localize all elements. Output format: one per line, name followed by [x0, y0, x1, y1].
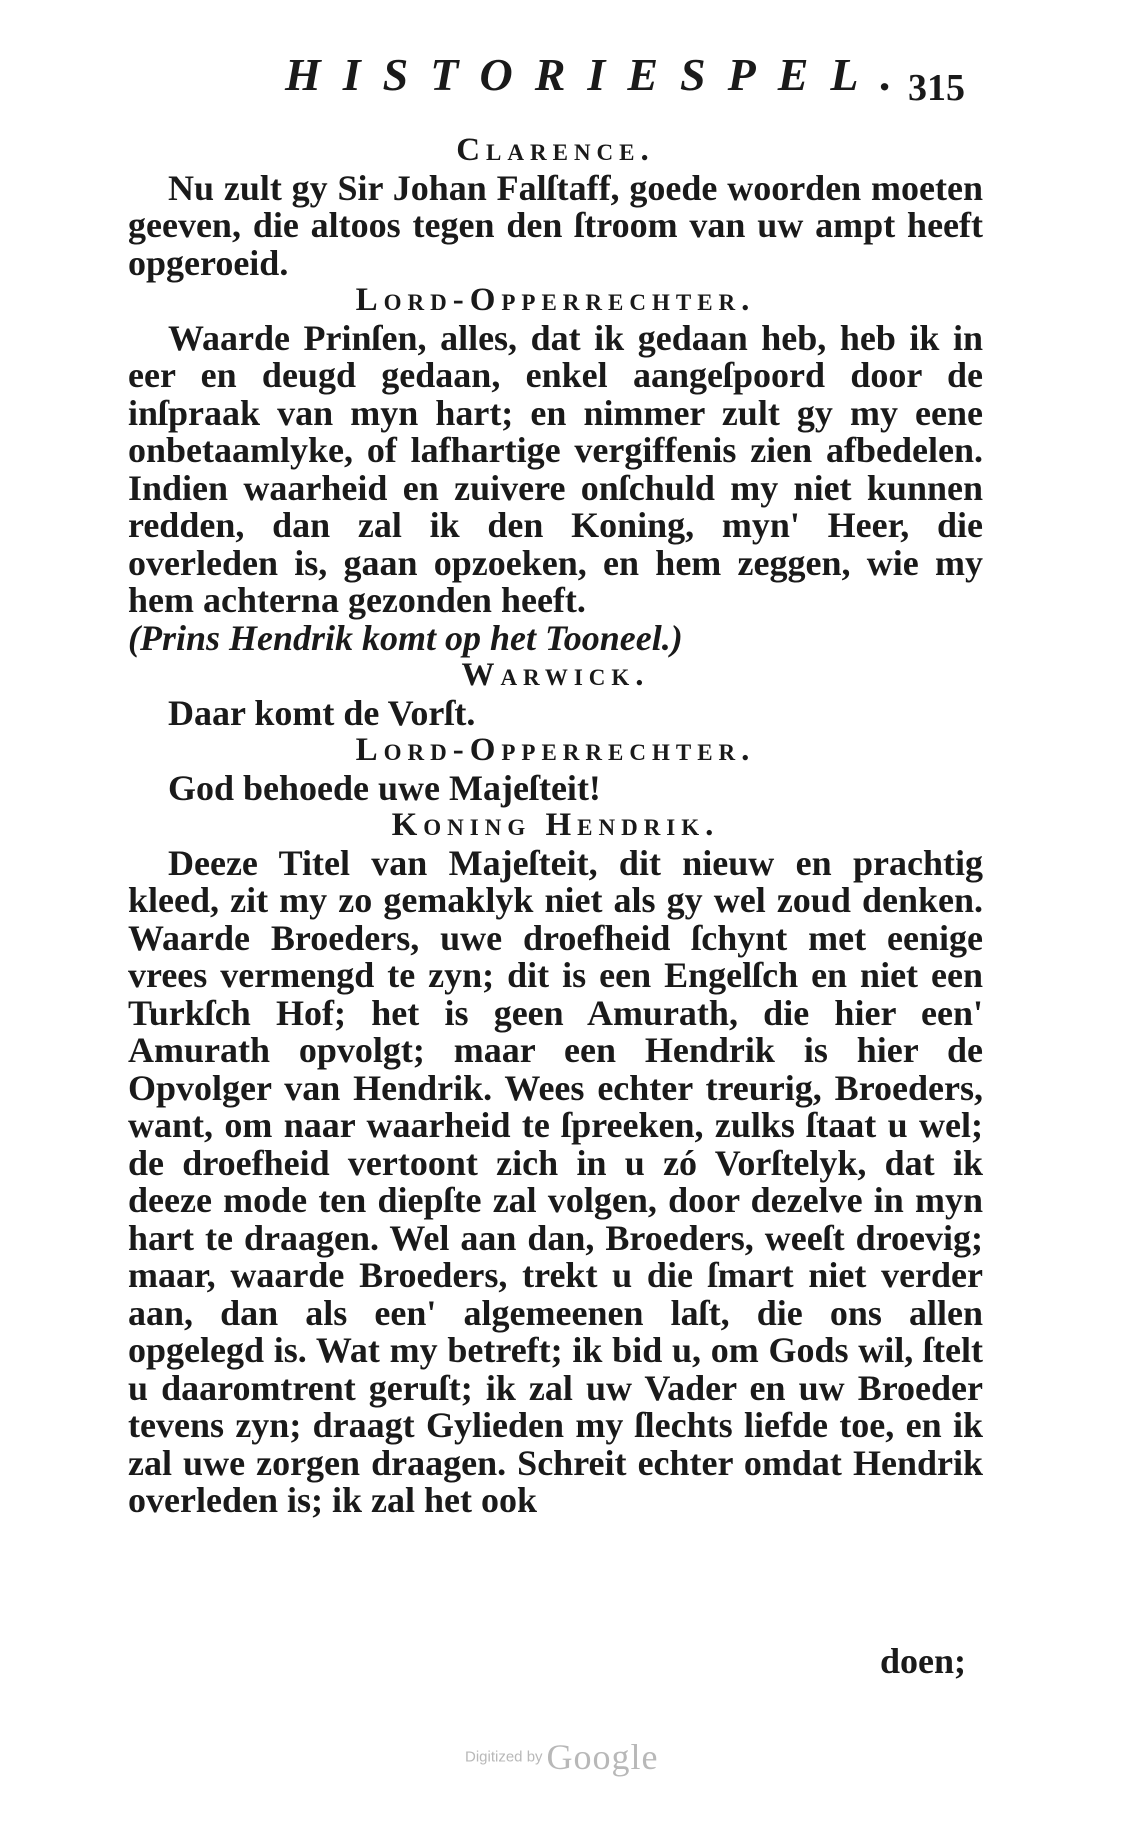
speech-warwick: Daar komt de Vorſt. [168, 692, 476, 733]
google-logo: Google [546, 1737, 659, 1777]
speaker-clarence: Clarence. [456, 132, 655, 168]
speech-lord-opperrechter: Waarde Prinſen, alles, dat ik gedaan heb, heb ik in eer en deugd gedaan, enkel aangeſpoord door de inſpraak van myn hart; en nimmer zult gy my eene onbetaamlyke, of lafhartige vergiffenis zien afbedelen. Indien waarheid en zuivere onſchuld my niet kunnen redden, dan zal ik den Koning, myn' Heer, die overleden is, gaan opzoeken, en hem zeggen, wie my hem achterna gezonden heeft. [128, 317, 983, 620]
speech-clarence: Nu zult gy Sir Johan Falſtaff, goede woorden moeten geeven, die altoos tegen den ſtroom van uw ampt heeft opgeroeid. [128, 167, 983, 283]
speaker-warwick: Warwick. [461, 657, 650, 693]
digitized-watermark [465, 1736, 659, 1778]
digitized-label: Digitized by [465, 1748, 543, 1766]
speaker-lord-opperrechter: Lord-Opperrechter. [355, 282, 756, 318]
page-number: 315 [908, 67, 965, 109]
running-title: HISTORIESPEL. [285, 49, 914, 100]
speaker-koning-hendrik: Koning Hendrik. [391, 807, 720, 843]
catchword: doen; [880, 1641, 967, 1681]
stage-direction: (Prins Hendrik komt op het Tooneel.) [128, 617, 683, 658]
speech-lord-opperrechter-2: God behoede uwe Majeſteit! [168, 767, 601, 808]
play-text [128, 132, 983, 1520]
speaker-lord-opperrechter-2: Lord-Opperrechter. [355, 732, 756, 768]
speech-koning-hendrik: Deeze Titel van Majeſteit, dit nieuw en prachtig kleed, zit my zo gemaklyk niet als gy wel zoud denken. Waarde Broeders, uwe droefheid ſchynt met eenige vrees vermengd te zyn; dit is een Engelſch en niet een Turkſch Hof; het is geen Amurath, die hier een' Amurath opvolgt; maar een Hendrik is hier de Opvolger van Hendrik. Wees echter treurig, Broeders, want, om naar waarheid te ſpreeken, zulks ſtaat u wel; de droefheid vertoont zich in u zó Vorſtelyk, dat ik deeze mode ten diepſte zal volgen, door dezelve in myn hart te draagen. Wel aan dan, Broeders, weeſt droevig; maar, waarde Broeders, trekt u die ſmart niet verder aan, dan als een' algemeenen laſt, die ons allen opgelegd is. Wat my betreft; ik bid u, om Gods wil, ſtelt u daaromtrent geruſt; ik zal uw Vader en uw Broeder tevens zyn; draagt Gylieden my ſlechts liefde toe, en ik zal uwe zorgen draagen. Schreit echter omdat Hendrik overleden is; ik zal het ook [128, 842, 983, 1520]
